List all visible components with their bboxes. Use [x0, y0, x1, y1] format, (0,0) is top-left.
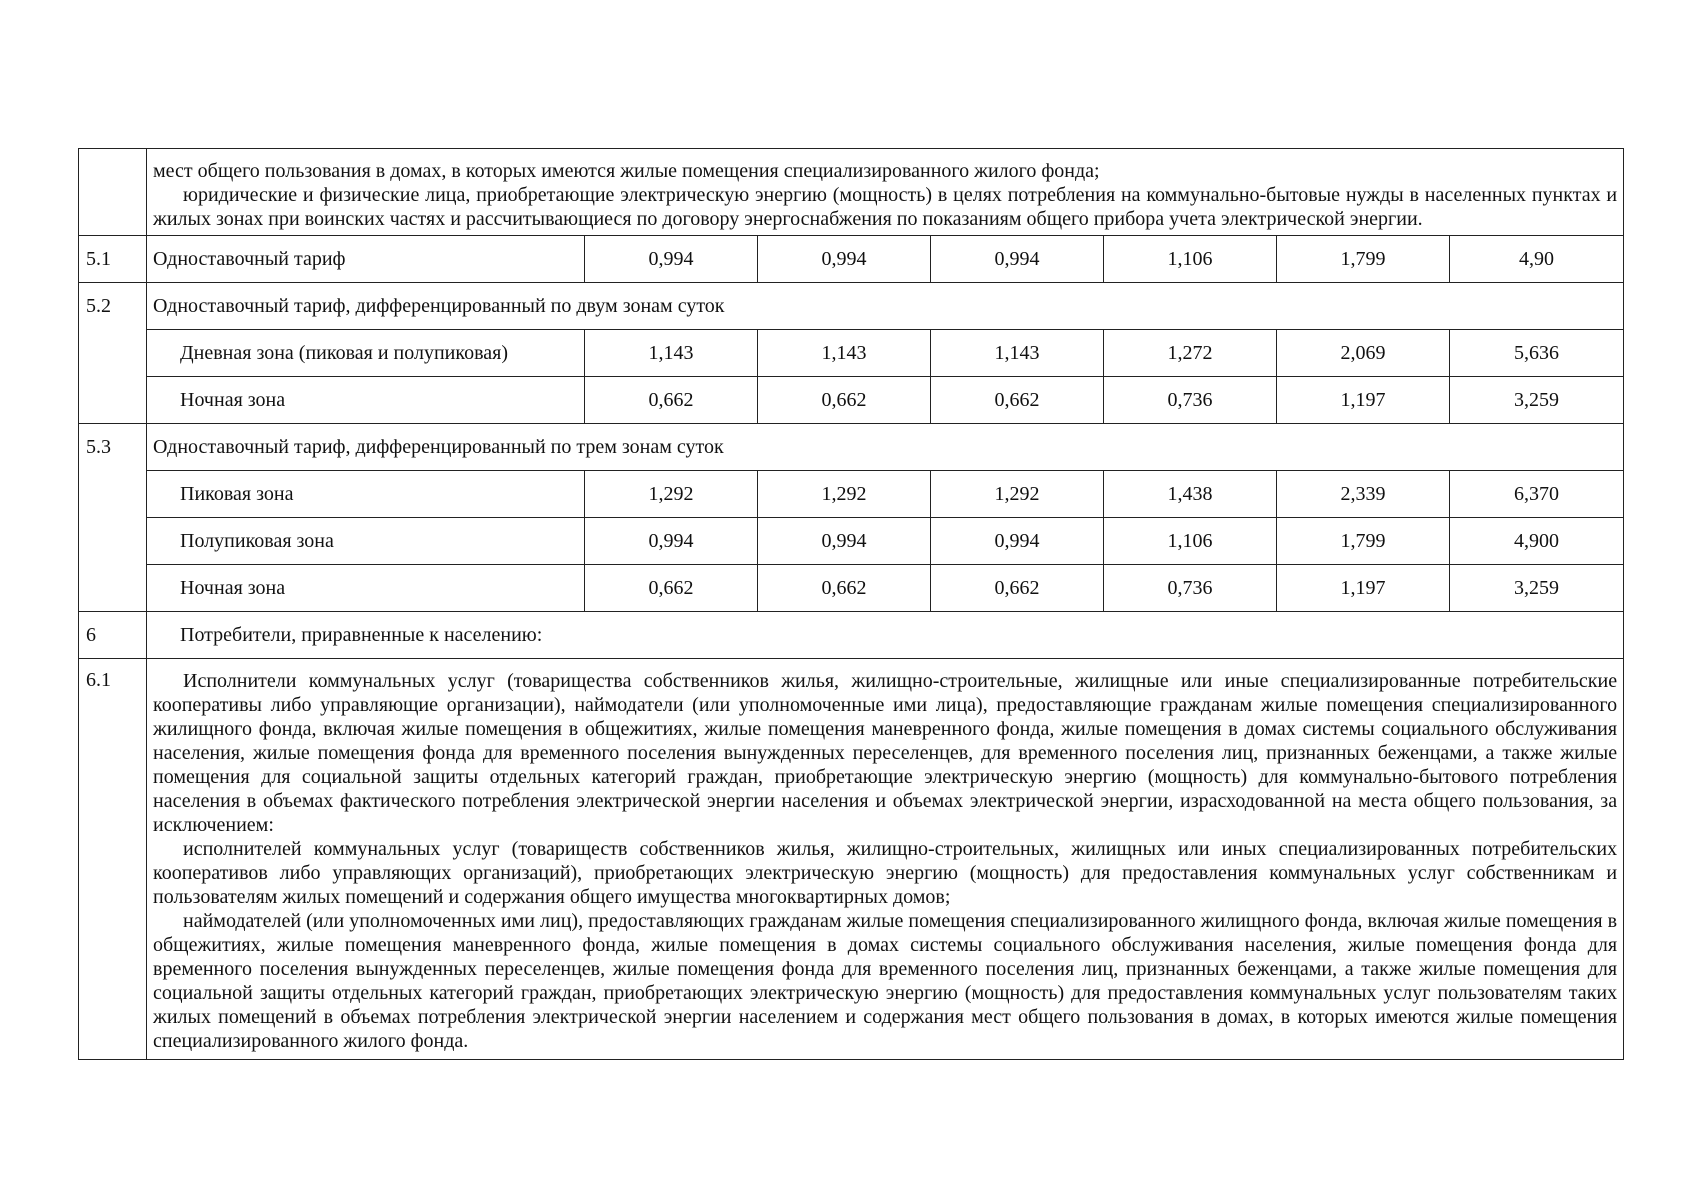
tariff-value: 1,197 — [1277, 377, 1450, 424]
table-row-5-1 — [79, 236, 1624, 283]
table-row-5-3-title — [79, 424, 1624, 471]
row-number: 5.3 — [79, 424, 147, 612]
tariff-table — [78, 148, 1624, 1060]
paragraph: мест общего пользования в домах, в которых имеются жилые помещения специализированного жилого фонда; — [153, 160, 1100, 182]
tariff-value: 0,736 — [1104, 377, 1277, 424]
tariff-value: 0,662 — [585, 565, 758, 612]
tariff-value: 1,106 — [1104, 518, 1277, 565]
tariff-value: 5,636 — [1450, 330, 1624, 377]
tariff-value: 0,994 — [758, 518, 931, 565]
row-number: 6 — [79, 612, 147, 659]
num-cell — [79, 149, 147, 236]
row-text — [147, 659, 1624, 1060]
row-label: Пиковая зона — [147, 471, 585, 518]
tariff-value: 0,994 — [585, 236, 758, 283]
tariff-value: 2,069 — [1277, 330, 1450, 377]
tariff-value: 4,90 — [1450, 236, 1624, 283]
tariff-value: 0,662 — [931, 377, 1104, 424]
tariff-value: 1,272 — [1104, 330, 1277, 377]
row-label: Ночная зона — [147, 565, 585, 612]
row-label: Полупиковая зона — [147, 518, 585, 565]
table-row-6-1 — [79, 659, 1624, 1060]
table-row-5-2-day — [79, 330, 1624, 377]
table-row-5-3-halfpeak — [79, 518, 1624, 565]
paragraph: Исполнители коммунальных услуг (товарищества собственников жилья, жилищно-строительные, жилищные или иные специализированные потребительские кооперативы либо управляющие организации), наймодатели (или уполномоченные ими лица), предоставляющие гражданам жилые помещения специализированного жилищного фонда, включая жилые помещения в общежитиях, жилые помещения маневренного фонда, жилые помещения в домах системы социального обслуживания населения, жилые помещения фонда для временного поселения вынужденных переселенцев, для временного поселения лиц, признанных беженцами, а также жилые помещения для социальной защиты отдельных категорий граждан, приобретающие электрическую энергию (мощность) для коммунально-бытового потребления населения в объемах фактического потребления электрической энергии населения и объемах электрической энергии, израсходованной на места общего пользования, за исключением: — [153, 670, 1618, 836]
tariff-value: 3,259 — [1450, 377, 1624, 424]
table-row-5-3-peak — [79, 471, 1624, 518]
paragraph: наймодателей (или уполномоченных ими лиц), предоставляющих гражданам жилые помещения специализированного жилищного фонда, включая жилые помещения в общежитиях, жилые помещения маневренного фонда, жилые помещения в домах системы социального обслуживания населения, жилые помещения фонда для временного поселения вынужденных переселенцев, жилые помещения фонда для временного поселения лиц, признанных беженцами, а также жилые помещения для социальной защиты отдельных категорий граждан, приобретающих электрическую энергию (мощность) для предоставления коммунальных услуг пользователям таких жилых помещений в объемах потребления электрической энергии населением и содержания мест общего пользования в домах, в которых имеются жилые помещения специализированного жилого фонда. — [153, 910, 1618, 1052]
tariff-value: 1,143 — [585, 330, 758, 377]
tariff-value: 0,994 — [931, 518, 1104, 565]
row-number: 5.2 — [79, 283, 147, 424]
row-label: Одноставочный тариф — [147, 236, 585, 283]
table-row-5-3-night — [79, 565, 1624, 612]
tariff-value: 0,994 — [931, 236, 1104, 283]
tariff-value: 1,292 — [758, 471, 931, 518]
tariff-value: 1,799 — [1277, 236, 1450, 283]
continuation-text — [147, 149, 1624, 236]
tariff-value: 4,900 — [1450, 518, 1624, 565]
row-number: 6.1 — [79, 659, 147, 1060]
tariff-value: 1,143 — [931, 330, 1104, 377]
tariff-value: 2,339 — [1277, 471, 1450, 518]
tariff-value: 1,438 — [1104, 471, 1277, 518]
paragraph: исполнителей коммунальных услуг (товариществ собственников жилья, жилищно-строительных, жилищных или иных специализированных потребительских кооперативов либо управляющих организаций), приобретающих электрическую энергию (мощность) для предоставления коммунальных услуг собственникам и пользователям жилых помещений и содержания общего имущества многоквартирных домов; — [153, 838, 1618, 908]
tariff-value: 0,662 — [758, 565, 931, 612]
paragraph: юридические и физические лица, приобретающие электрическую энергию (мощность) в целях потребления на коммунально-бытовые нужды в населенных пунктах и жилых зонах при воинских частях и рассчитывающиеся по договору энергоснабжения по показаниям общего прибора учета электрической энергии. — [153, 184, 1618, 230]
tariff-value: 1,292 — [931, 471, 1104, 518]
row-label: Дневная зона (пиковая и полупиковая) — [147, 330, 585, 377]
tariff-value: 0,662 — [758, 377, 931, 424]
tariff-value: 1,799 — [1277, 518, 1450, 565]
tariff-value: 0,662 — [931, 565, 1104, 612]
tariff-value: 0,994 — [758, 236, 931, 283]
tariff-value: 1,292 — [585, 471, 758, 518]
tariff-value: 1,197 — [1277, 565, 1450, 612]
table-row-5-2-night — [79, 377, 1624, 424]
table-row-5-2-title — [79, 283, 1624, 330]
tariff-value: 1,106 — [1104, 236, 1277, 283]
tariff-value: 0,662 — [585, 377, 758, 424]
section-title: Одноставочный тариф, дифференцированный по двум зонам суток — [147, 283, 1624, 330]
tariff-value: 1,143 — [758, 330, 931, 377]
section-title: Потребители, приравненные к населению: — [147, 612, 1624, 659]
tariff-value: 3,259 — [1450, 565, 1624, 612]
row-label: Ночная зона — [147, 377, 585, 424]
table-row-6 — [79, 612, 1624, 659]
section-title: Одноставочный тариф, дифференцированный по трем зонам суток — [147, 424, 1624, 471]
continuation-row — [79, 149, 1624, 236]
tariff-value: 0,736 — [1104, 565, 1277, 612]
row-number: 5.1 — [79, 236, 147, 283]
tariff-value: 0,994 — [585, 518, 758, 565]
tariff-value: 6,370 — [1450, 471, 1624, 518]
